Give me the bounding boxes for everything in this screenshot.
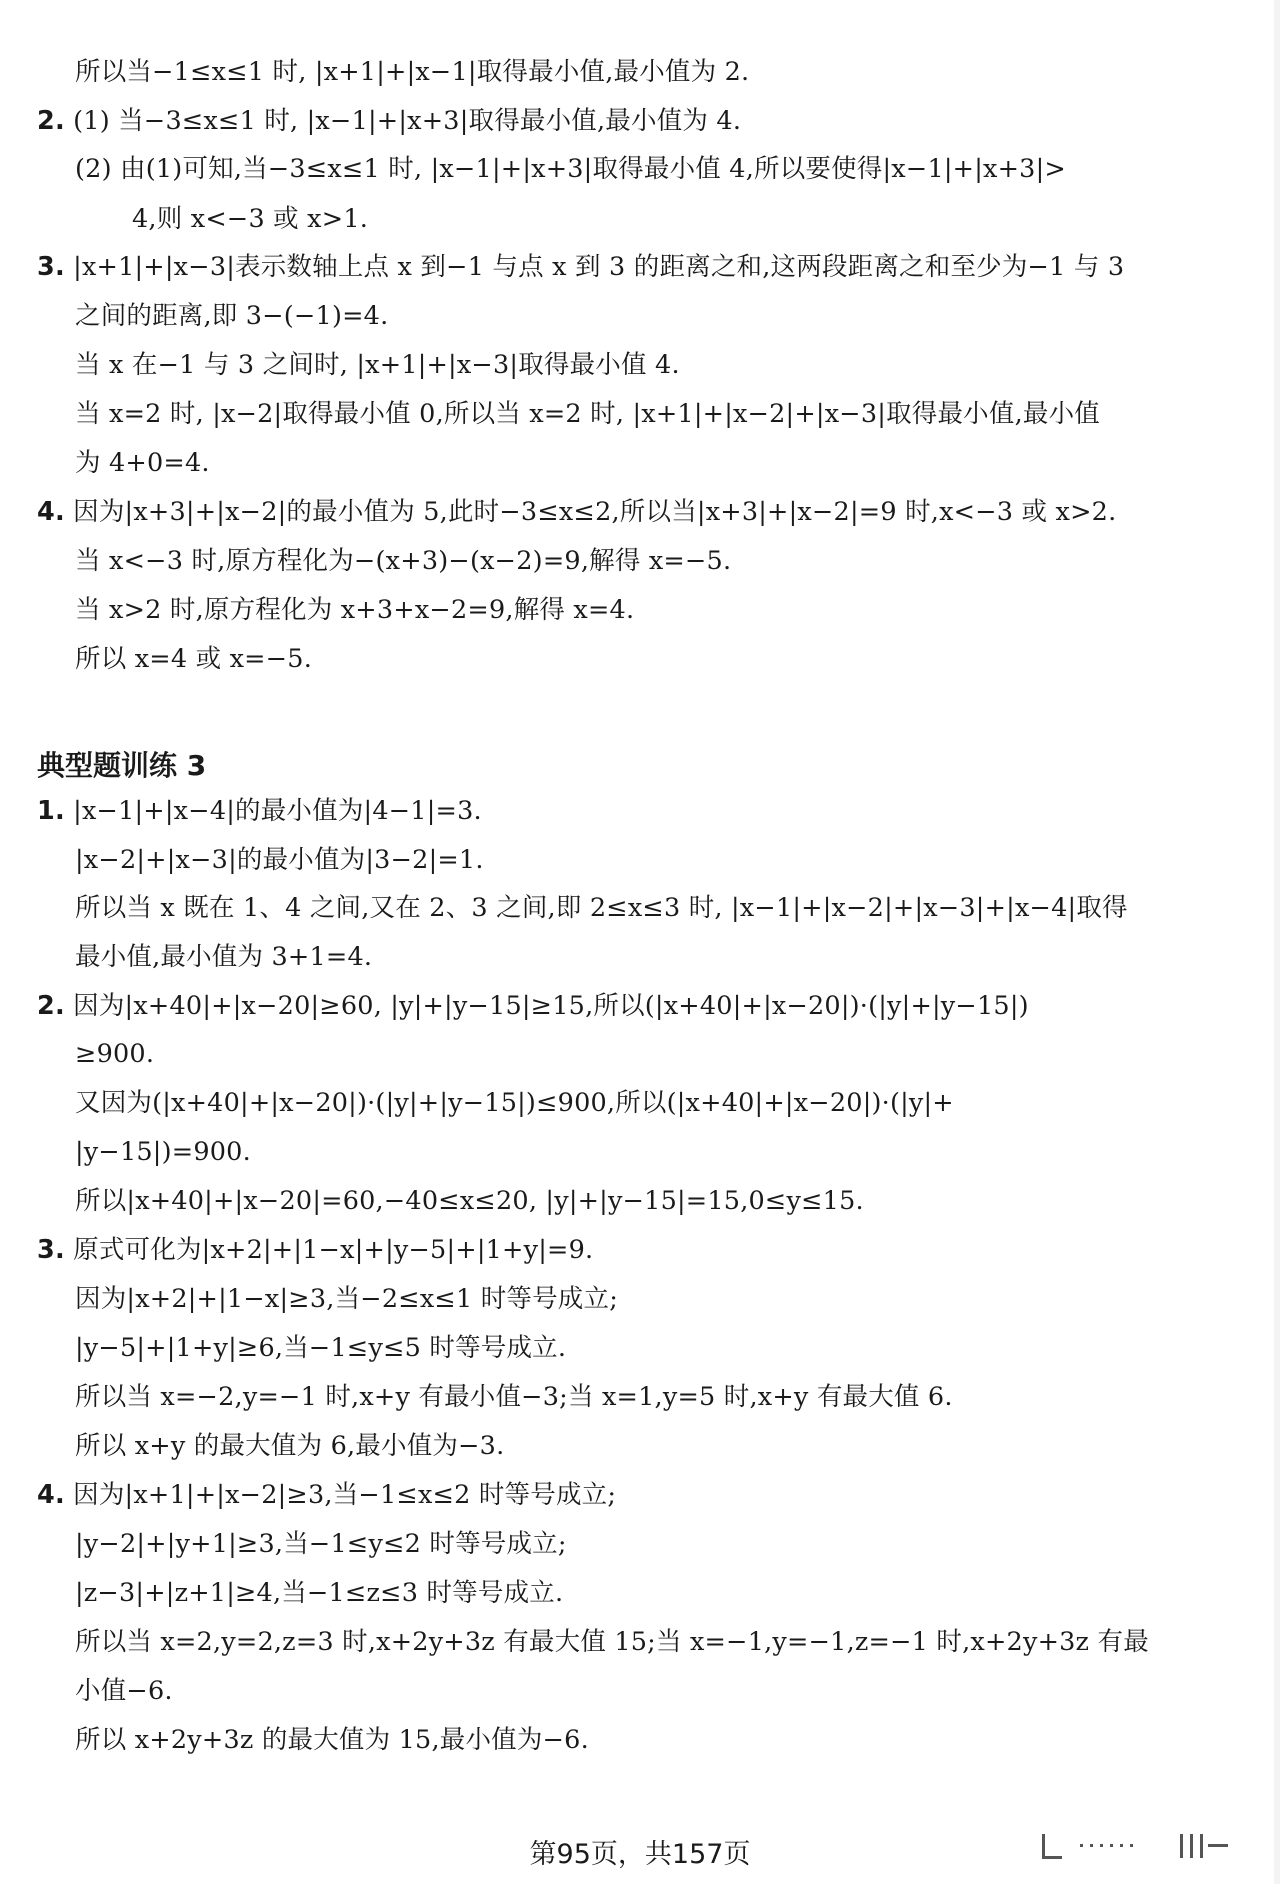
text-line: 所以 x+2y+3z 的最大值为 15,最小值为−6.: [75, 1725, 589, 1755]
text-line: 4. 因为|x+3|+|x−2|的最小值为 5,此时−3≤x≤2,所以当|x+3|+|x−2|=9 时,x<−3 或 x>2.: [37, 497, 1117, 527]
text-line: 4. 因为|x+1|+|x−2|≥3,当−1≤x≤2 时等号成立;: [37, 1480, 617, 1510]
text-line: 所以当 x 既在 1、4 之间,又在 2、3 之间,即 2≤x≤3 时, |x−1|+|x−2|+|x−3|+|x−4|取得: [75, 893, 1128, 923]
text-line: |y−15|)=900.: [75, 1137, 251, 1167]
text-line: 所以|x+40|+|x−20|=60,−40≤x≤20, |y|+|y−15|=15,0≤y≤15.: [75, 1186, 864, 1216]
text-line: 所以当 x=2,y=2,z=3 时,x+2y+3z 有最大值 15;当 x=−1,y=−1,z=−1 时,x+2y+3z 有最: [75, 1627, 1149, 1657]
text-line: |x−2|+|x−3|的最小值为|3−2|=1.: [75, 845, 484, 875]
text-line: 3. 原式可化为|x+2|+|1−x|+|y−5|+|1+y|=9.: [37, 1235, 594, 1265]
text-line: 3. |x+1|+|x−3|表示数轴上点 x 到−1 与点 x 到 3 的距离之和,这两段距离之和至少为−1 与 3: [37, 252, 1125, 282]
text-line: 所以当 x=−2,y=−1 时,x+y 有最小值−3;当 x=1,y=5 时,x+y 有最大值 6.: [75, 1382, 953, 1412]
text-line: 因为|x+2|+|1−x|≥3,当−2≤x≤1 时等号成立;: [75, 1284, 618, 1314]
text-line: 当 x 在−1 与 3 之间时, |x+1|+|x−3|取得最小值 4.: [75, 350, 680, 380]
text-line: 当 x<−3 时,原方程化为−(x+3)−(x−2)=9,解得 x=−5.: [75, 546, 732, 576]
text-line: 所以 x=4 或 x=−5.: [75, 644, 313, 674]
text-line: 2. 因为|x+40|+|x−20|≥60, |y|+|y−15|≥15,所以(|x+40|+|x−20|)·(|y|+|y−15|): [37, 991, 1029, 1021]
text-line: 当 x=2 时, |x−2|取得最小值 0,所以当 x=2 时, |x+1|+|x−2|+|x−3|取得最小值,最小值: [75, 399, 1100, 429]
text-line: 2. (1) 当−3≤x≤1 时, |x−1|+|x+3|取得最小值,最小值为 4.: [37, 106, 742, 136]
text-line: 又因为(|x+40|+|x−20|)·(|y|+|y−15|)≤900,所以(|x+40|+|x−20|)·(|y|+: [75, 1088, 954, 1118]
text-line: 当 x>2 时,原方程化为 x+3+x−2=9,解得 x=4.: [75, 595, 635, 625]
viewer-toolbar-icon[interactable]: [1040, 1830, 1260, 1866]
section-heading: 典型题训练 3: [37, 749, 207, 782]
text-line: 最小值,最小值为 3+1=4.: [75, 942, 373, 972]
text-line: 之间的距离,即 3−(−1)=4.: [75, 301, 389, 331]
text-line: (2) 由(1)可知,当−3≤x≤1 时, |x−1|+|x+3|取得最小值 4,所以要使得|x−1|+|x+3|>: [75, 154, 1066, 184]
text-line: |y−5|+|1+y|≥6,当−1≤y≤5 时等号成立.: [75, 1333, 567, 1363]
text-line: 所以 x+y 的最大值为 6,最小值为−3.: [75, 1431, 505, 1461]
text-line: 小值−6.: [75, 1676, 173, 1706]
text-line: 所以当−1≤x≤1 时, |x+1|+|x−1|取得最小值,最小值为 2.: [75, 57, 750, 87]
text-line: 为 4+0=4.: [75, 448, 210, 478]
text-line: 4,则 x<−3 或 x>1.: [132, 204, 369, 234]
page-number: 第95页，共157页: [529, 1839, 751, 1870]
text-line: ≥900.: [75, 1039, 155, 1069]
text-line: |y−2|+|y+1|≥3,当−1≤y≤2 时等号成立;: [75, 1529, 567, 1559]
text-line: 1. |x−1|+|x−4|的最小值为|4−1|=3.: [37, 796, 482, 826]
text-line: |z−3|+|z+1|≥4,当−1≤z≤3 时等号成立.: [75, 1578, 564, 1608]
scrollbar[interactable]: [1274, 0, 1280, 1884]
